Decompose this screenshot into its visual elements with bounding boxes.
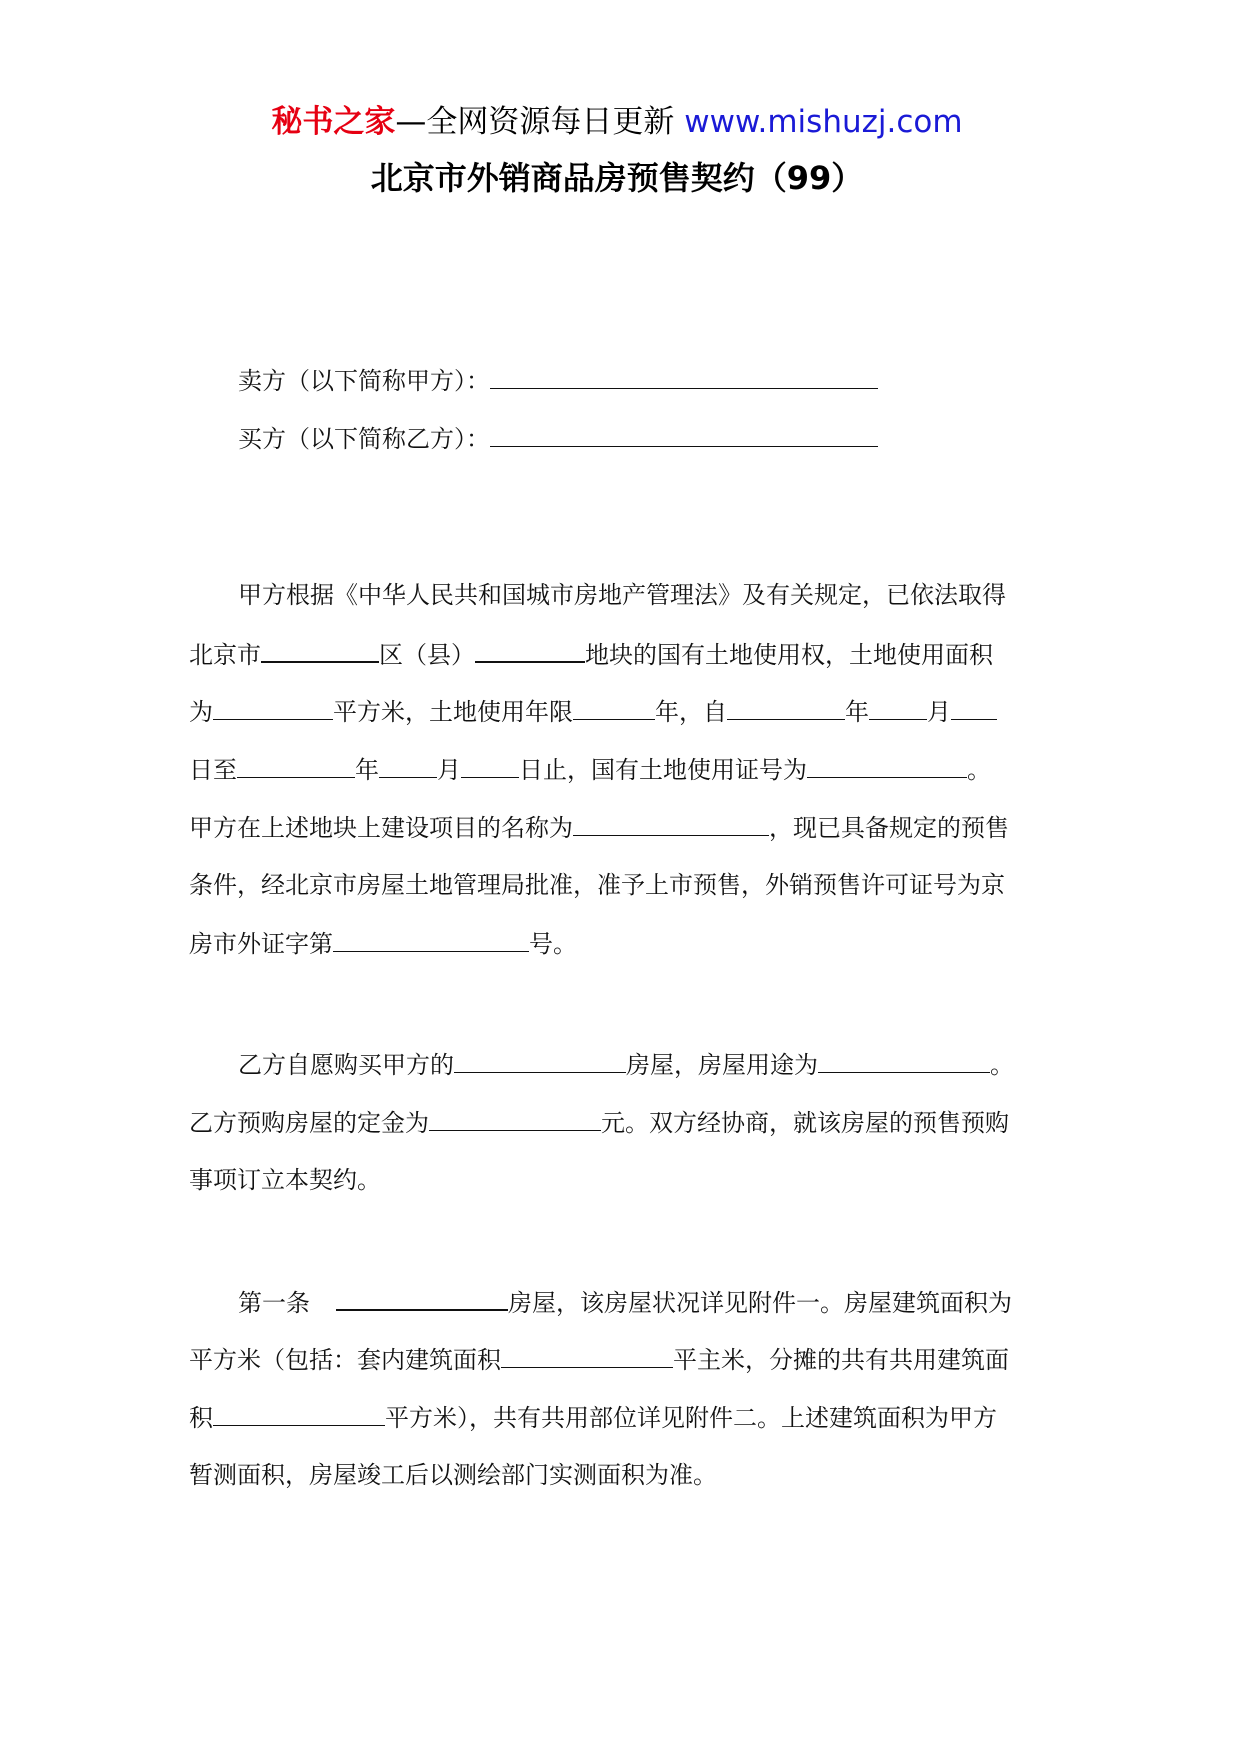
para2-text-3: 事项订立本契约。 bbox=[189, 1166, 381, 1194]
para1-text-3a: 为 bbox=[189, 698, 213, 726]
para1-text-4e: 。 bbox=[967, 756, 991, 784]
article1-line-3 bbox=[189, 1397, 1049, 1437]
para1-line-5 bbox=[189, 807, 1049, 847]
brand-name: 秘书之家 bbox=[271, 104, 396, 140]
para2-line-3 bbox=[189, 1160, 1049, 1200]
land-cert-blank[interactable] bbox=[807, 749, 967, 778]
start-year-blank[interactable] bbox=[727, 691, 845, 720]
document-title: 北京市外销商品房预售契约（99） bbox=[370, 159, 864, 197]
para1-text-1: 甲方根据《中华人民共和国城市房地产管理法》及有关规定，已依法取得 bbox=[238, 581, 1006, 609]
end-month-blank[interactable] bbox=[379, 749, 437, 778]
buyer-label: 买方（以下简称乙方）： bbox=[238, 425, 490, 453]
start-month-blank[interactable] bbox=[869, 691, 927, 720]
para1-text-2b: 区（县） bbox=[379, 641, 475, 669]
buyer-line bbox=[238, 418, 1098, 458]
district-blank[interactable] bbox=[261, 633, 379, 663]
presale-permit-blank[interactable] bbox=[333, 923, 529, 952]
land-area-blank[interactable] bbox=[213, 691, 333, 720]
para1-text-2a: 北京市 bbox=[189, 641, 261, 669]
para1-text-3e: 月 bbox=[927, 698, 951, 726]
project-name-blank[interactable] bbox=[573, 807, 769, 836]
para1-text-3b: 平方米，土地使用年限 bbox=[333, 698, 573, 726]
seller-label: 卖方（以下简称甲方）： bbox=[238, 367, 490, 395]
article1-text-3b: 平方米），共有共用部位详见附件二。上述建筑面积为甲方 bbox=[385, 1404, 997, 1432]
para2-text-2a: 乙方预购房屋的定金为 bbox=[189, 1109, 429, 1137]
seller-blank[interactable] bbox=[490, 360, 878, 389]
para1-text-4b: 年 bbox=[355, 756, 379, 784]
article1-text-3a: 积 bbox=[189, 1404, 213, 1432]
site-url-link[interactable]: www.mishuzj.com bbox=[684, 104, 963, 140]
para2-line-2 bbox=[189, 1102, 1049, 1142]
para1-text-4d: 日止，国有土地使用证号为 bbox=[519, 756, 807, 784]
article1-house-blank[interactable] bbox=[336, 1281, 508, 1311]
para1-line-6 bbox=[189, 865, 1049, 905]
shared-area-blank[interactable] bbox=[213, 1397, 385, 1426]
article1-text-1b: 房屋，该房屋状况详见附件一。房屋建筑面积为 bbox=[508, 1289, 1012, 1317]
start-day-blank[interactable] bbox=[951, 691, 997, 720]
para1-text-6: 条件，经北京市房屋土地管理局批准，准予上市预售，外销预售许可证号为京 bbox=[189, 871, 1005, 899]
inner-area-blank[interactable] bbox=[501, 1339, 673, 1368]
plot-blank[interactable] bbox=[475, 633, 585, 663]
para1-line-3 bbox=[189, 691, 1049, 731]
end-year-blank[interactable] bbox=[237, 749, 355, 778]
para1-text-5a: 甲方在上述地块上建设项目的名称为 bbox=[189, 814, 573, 842]
article1-text-2a: 平方米（包括：套内建筑面积 bbox=[189, 1346, 501, 1374]
deposit-blank[interactable] bbox=[429, 1102, 601, 1131]
article1-line-4 bbox=[189, 1455, 1049, 1495]
para1-line-2 bbox=[189, 633, 1049, 673]
buyer-blank[interactable] bbox=[490, 418, 878, 447]
house-type-blank[interactable] bbox=[454, 1044, 626, 1073]
para1-line-4 bbox=[189, 749, 1049, 789]
para1-line-1 bbox=[238, 575, 1040, 615]
para2-line-1 bbox=[238, 1044, 1098, 1084]
para2-text-1b: 房屋，房屋用途为 bbox=[626, 1051, 818, 1079]
para2-text-2b: 元。双方经协商，就该房屋的预售预购 bbox=[601, 1109, 1009, 1137]
article1-text-4: 暂测面积，房屋竣工后以测绘部门实测面积为准。 bbox=[189, 1461, 717, 1489]
land-years-blank[interactable] bbox=[573, 691, 655, 720]
para1-text-5b: ，现已具备规定的预售 bbox=[769, 814, 1009, 842]
para1-text-3c: 年，自 bbox=[655, 698, 727, 726]
site-banner bbox=[0, 100, 1234, 144]
seller-line bbox=[238, 360, 1098, 400]
para2-text-1c: 。 bbox=[990, 1051, 1014, 1079]
article1-line-2 bbox=[189, 1339, 1049, 1379]
house-usage-blank[interactable] bbox=[818, 1044, 990, 1073]
para1-text-2c: 地块的国有土地使用权，土地使用面积 bbox=[585, 641, 993, 669]
article1-line-1 bbox=[238, 1281, 1098, 1321]
para2-text-1a: 乙方自愿购买甲方的 bbox=[238, 1051, 454, 1079]
end-day-blank[interactable] bbox=[461, 749, 519, 778]
para1-text-4c: 月 bbox=[437, 756, 461, 784]
para1-text-3d: 年 bbox=[845, 698, 869, 726]
para1-line-7 bbox=[189, 923, 1049, 963]
para1-text-7b: 号。 bbox=[529, 930, 577, 958]
brand-slogan: —全网资源每日更新 bbox=[395, 104, 685, 140]
article1-label: 第一条 bbox=[238, 1289, 310, 1317]
para1-text-7a: 房市外证字第 bbox=[189, 930, 333, 958]
article1-text-2b: 平主米，分摊的共有共用建筑面 bbox=[673, 1346, 1009, 1374]
para1-text-4a: 日至 bbox=[189, 756, 237, 784]
